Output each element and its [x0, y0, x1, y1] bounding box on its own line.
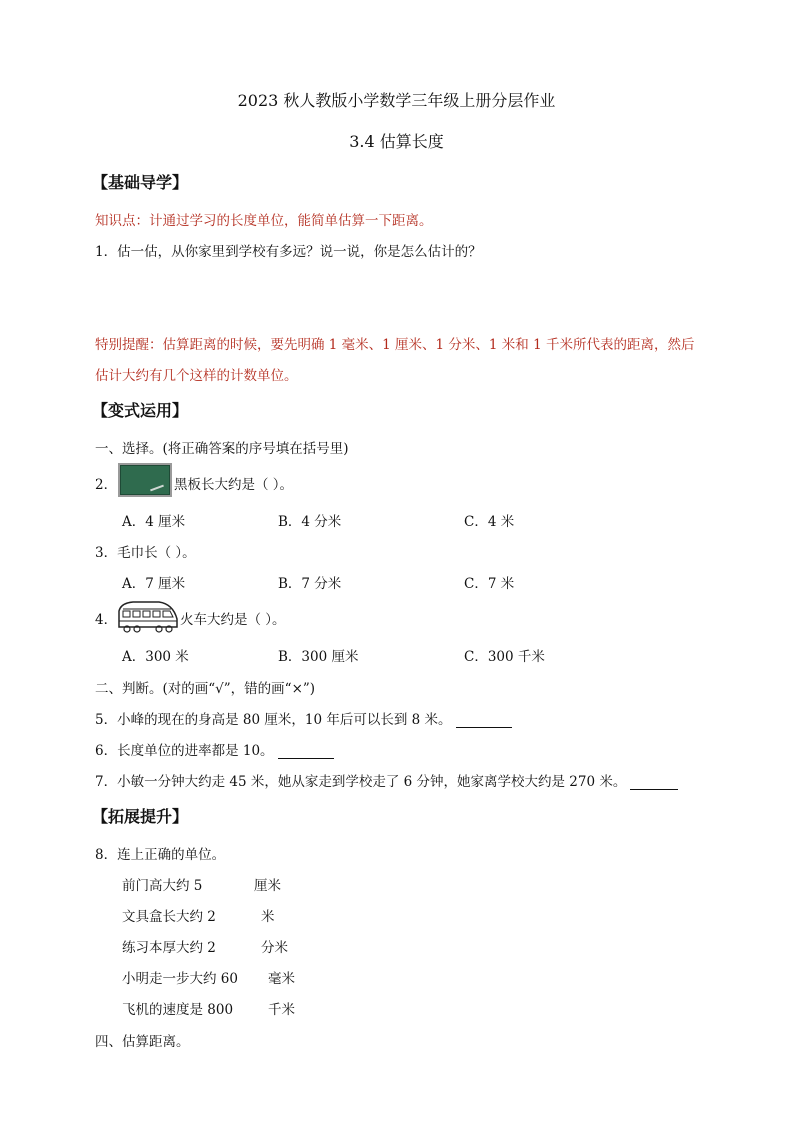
question-5: 5．小峰的现在的身高是 80 厘米，10 年后可以长到 8 米。 — [95, 712, 452, 728]
q2-option-b: B．4 分米 — [278, 514, 342, 530]
match-left-5[interactable]: 飞机的速度是 800 — [122, 1002, 234, 1018]
blackboard-image — [118, 463, 172, 497]
answer-blank-7[interactable] — [630, 775, 678, 790]
q4-option-c: C．300 千米 — [464, 649, 545, 665]
tip-line-1: 特别提醒：估算距离的时候，要先明确 1 毫米、1 厘米、1 分米、1 米和 1 千米所代表的距离，然后 — [95, 337, 695, 353]
match-right-2[interactable]: 米 — [261, 909, 275, 925]
part-4-instruction: 四、估算距离。 — [95, 1034, 190, 1050]
match-right-4[interactable]: 毫米 — [268, 971, 295, 987]
q4-option-b: B．300 厘米 — [278, 649, 359, 665]
train-image — [115, 597, 179, 635]
q4-option-a: A．300 米 — [122, 649, 189, 665]
question-3: 3．毛巾长（ ）。 — [95, 545, 196, 561]
answer-blank-6[interactable] — [278, 744, 334, 759]
page-subtitle: 3.4 估算长度 — [349, 132, 444, 151]
match-right-5[interactable]: 千米 — [268, 1002, 295, 1018]
page-title: 2023 秋人教版小学数学三年级上册分层作业 — [237, 91, 556, 110]
section-heading-variant: 【变式运用】 — [92, 401, 189, 420]
match-left-4[interactable]: 小明走一步大约 60 — [122, 971, 238, 987]
tip-line-2: 估计大约有几个这样的计数单位。 — [95, 368, 298, 384]
match-right-1[interactable]: 厘米 — [254, 878, 281, 894]
question-7: 7．小敏一分钟大约走 45 米，她从家走到学校走了 6 分钟，她家离学校大约是 270 米。 — [95, 774, 627, 790]
question-6-row — [95, 739, 334, 759]
match-left-1[interactable]: 前门高大约 5 — [122, 878, 203, 894]
question-5-row — [95, 708, 512, 728]
match-left-3[interactable]: 练习本厚大约 2 — [122, 940, 216, 956]
question-2-number: 2． — [95, 477, 118, 493]
q2-option-a: A．4 厘米 — [122, 514, 186, 530]
match-right-3[interactable]: 分米 — [261, 940, 288, 956]
part-2-instruction: 二、判断。(对的画“√”，错的画“×”) — [95, 681, 316, 697]
question-4-number: 4． — [95, 612, 118, 628]
q2-option-c: C．4 米 — [464, 514, 515, 530]
section-heading-basic: 【基础导学】 — [92, 173, 189, 192]
question-1: 1．估一估，从你家里到学校有多远？说一说，你是怎么估计的？ — [95, 244, 482, 260]
section-heading-extension: 【拓展提升】 — [92, 807, 189, 826]
answer-blank-5[interactable] — [456, 713, 512, 728]
question-6: 6．长度单位的进率都是 10。 — [95, 743, 274, 759]
question-7-row — [95, 770, 678, 790]
match-left-2[interactable]: 文具盒长大约 2 — [122, 909, 216, 925]
part-1-instruction: 一、选择。(将正确答案的序号填在括号里) — [95, 441, 349, 457]
q3-option-c: C．7 米 — [464, 576, 515, 592]
q3-option-a: A．7 厘米 — [122, 576, 186, 592]
q3-option-b: B．7 分米 — [278, 576, 342, 592]
knowledge-point: 知识点：计通过学习的长度单位，能简单估算一下距离。 — [95, 213, 433, 229]
question-2-text: 黑板长大约是（ ）。 — [174, 477, 294, 493]
question-4-text: 火车大约是（ ）。 — [180, 612, 286, 628]
question-8: 8．连上正确的单位。 — [95, 847, 226, 863]
